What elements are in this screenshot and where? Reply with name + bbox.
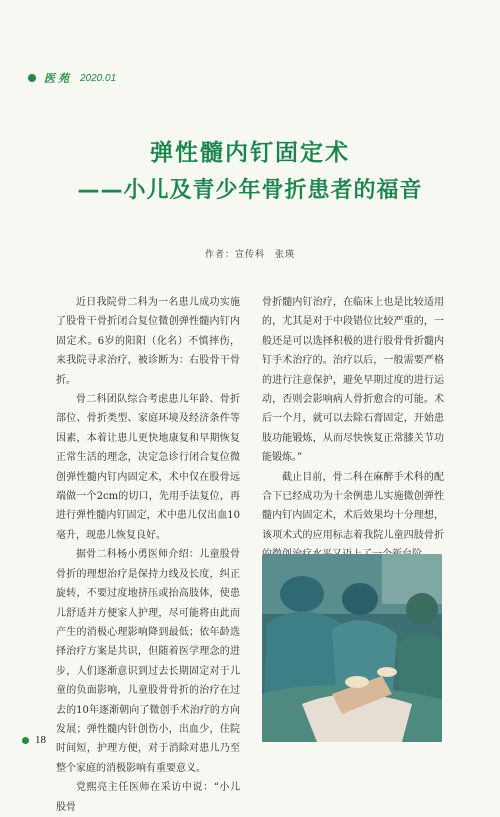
- paragraph: 截止目前，骨二科在麻醉手术科的配合下已经成功为十余例患儿实施微创弹性髓内钉内固定术，术后效果均十分理想，该项术式的应用标志着我院儿童四肢骨折: [262, 471, 444, 541]
- author-byline: 作者：宣传科 张瑛: [204, 250, 295, 260]
- green-dot-icon: [22, 737, 29, 744]
- paragraph: 据骨二科杨小勇医师介绍：儿童股骨骨折的理想治疗是保持力线及长度，纠正旋转，不要过度地挤压或抬高肢体，使患儿舒适并方便家人护理，尽可能将由此而产生的消极心理影响降到最低；依年龄选择治疗方案是共识，但随着医学理念的进步，人们逐渐意识到过去长期固定对于儿童的负面影响，儿童股骨骨折的治疗在过去的10年逐渐朝向了微创手术治疗的方向发展；弹性髓内针创伤小，出血少，住院时间短，护理方便，对于消除对患儿乃至整个家庭的消极影响有重要意义。: [56, 549, 240, 774]
- article-subtitle: ——小儿及青少年骨折患者的福音: [77, 178, 423, 203]
- body-column-right: [262, 293, 444, 565]
- page-number: 18: [35, 734, 46, 746]
- section-name: 医苑: [44, 72, 72, 85]
- paragraph: 骨二科团队综合考虑患儿年龄、骨折部位、骨折类型、家庭环境及经济条件等因素，本着让患儿更快地康复和早期恢复正常生活的理念，决定急诊行闭合复位微创弹性髓内钉内固定术，术中仅在股骨远端做一个2cm的切口，先用手法复位，再进行弹性髓内钉固定，术中患儿仅出血10毫升，现患儿恢复良好。: [56, 394, 240, 541]
- surgery-photo-illustration: [262, 554, 442, 742]
- body-column-left: [56, 293, 240, 817]
- paragraph: 党熙亮主任医师在采访中说：“小儿股骨: [56, 782, 240, 813]
- page-footer: [22, 734, 46, 746]
- surgery-photo: [262, 554, 442, 742]
- section-header: [28, 70, 116, 86]
- paragraph-continued: 骨折髓内钉治疗，在临床上也是比较适用的，尤其是对于中段错位比较严重的，一般还是可以选择积极的进行股骨骨折髓内钉手术治疗的。治疗以后，一般需要严格的进行注意保护，避免早期过度的进行运动，否则会影响病人骨折愈合的可能。术后一个月，就可以去除石膏固定，开始患肢功能锻炼，从而尽快恢复正常膝关节功能锻炼。”: [262, 297, 444, 464]
- issue-date: 2020.01: [80, 72, 117, 84]
- green-dot-icon: [28, 74, 36, 82]
- article-title: 弹性髓内钉固定术: [150, 140, 350, 166]
- paragraph: 近日我院骨二科为一名患儿成功实施了股骨干骨折闭合复位微创弹性髓内钉内固定术。6岁的阳阳（化名）不慎摔伤，来我院寻求治疗，被诊断为：右股骨干骨折。: [56, 297, 240, 386]
